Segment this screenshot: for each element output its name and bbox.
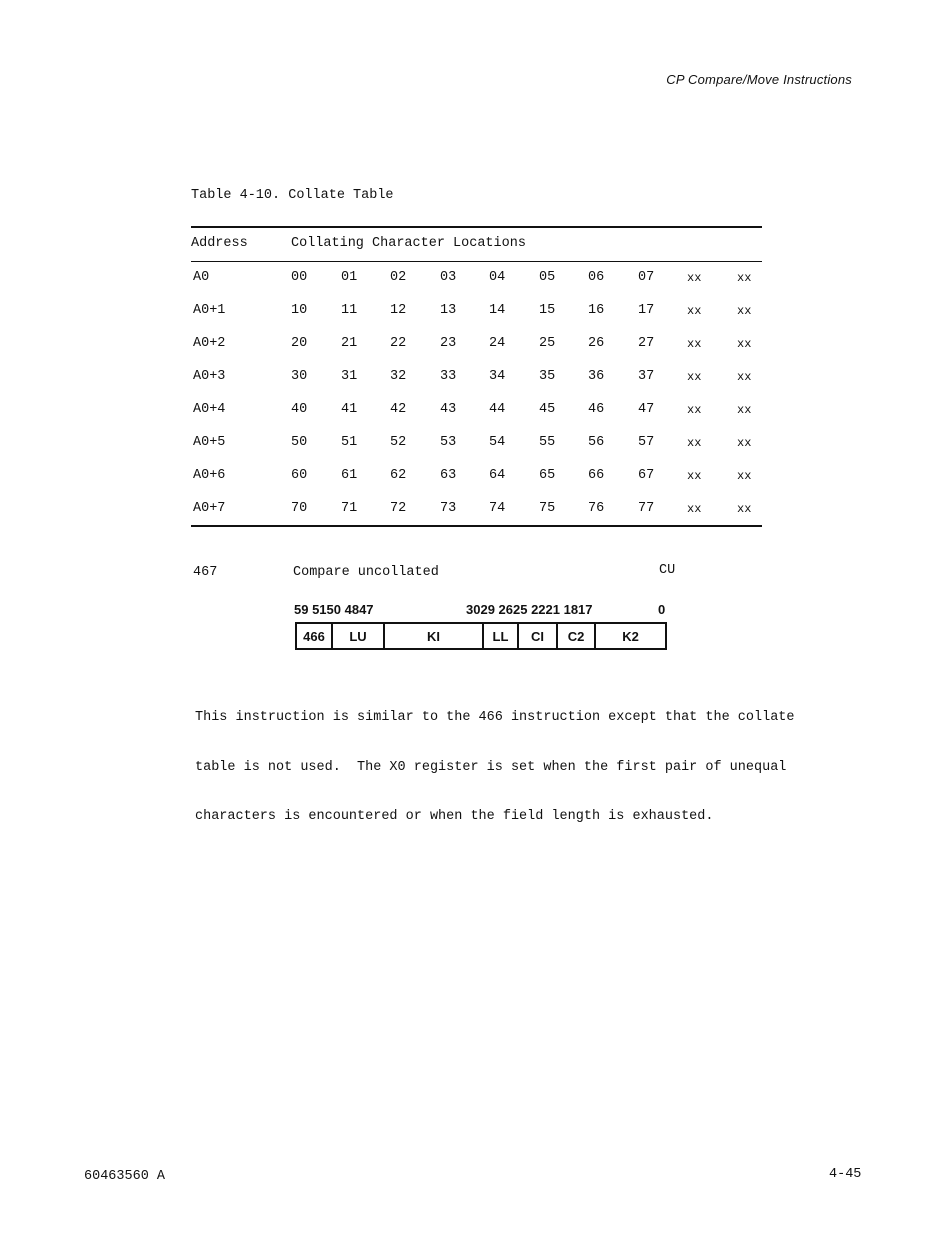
location-cell: 31 [341,369,358,384]
instruction-mnemonic: CU [659,563,676,578]
description-line: table is not used. The X0 register is set when the first pair of unequal [195,759,787,775]
location-cell: xx [737,337,752,351]
location-cell: 34 [489,369,506,384]
address-cell: A0+1 [193,303,226,318]
description-line: characters is encountered or when the field length is exhausted. [195,809,714,824]
table-row [191,468,762,488]
location-cell: 76 [588,501,605,516]
location-cell: 66 [588,468,605,483]
location-cell: 61 [341,468,358,483]
location-cell: 71 [341,501,358,516]
location-cell: 21 [341,336,358,351]
location-cell: 41 [341,402,358,417]
table-bottom-rule [191,525,762,527]
location-cell: 73 [440,501,457,516]
location-cell: 12 [390,303,407,318]
location-cell: 47 [638,402,655,417]
table-row [191,270,762,290]
location-cell: 35 [539,369,556,384]
location-cell: 11 [341,303,358,318]
location-cell: xx [687,271,702,285]
format-field: C2 [558,624,596,648]
location-cell: 06 [588,270,605,285]
location-cell: 72 [390,501,407,516]
location-cell: 51 [341,435,358,450]
location-cell: 46 [588,402,605,417]
table-top-rule [191,226,762,228]
location-cell: 56 [588,435,605,450]
location-cell: 14 [489,303,506,318]
location-cell: 27 [638,336,655,351]
location-cell: 44 [489,402,506,417]
instruction-description [195,677,835,859]
location-cell: 20 [291,336,308,351]
location-cell: xx [687,403,702,417]
location-cell: 30 [291,369,308,384]
location-cell: 02 [390,270,407,285]
instruction-name: Compare uncollated [293,565,439,580]
bit-label: 59 5150 4847 [294,602,374,617]
location-cell: 40 [291,402,308,417]
address-cell: A0+3 [193,369,226,384]
location-cell: 54 [489,435,506,450]
bit-label: 0 [658,602,666,617]
location-cell: 04 [489,270,506,285]
location-cell: 17 [638,303,655,318]
table-row [191,501,762,521]
address-cell: A0+6 [193,468,226,483]
address-cell: A0+5 [193,435,226,450]
location-cell: 45 [539,402,556,417]
location-cell: 22 [390,336,407,351]
column-header-address: Address [191,236,248,251]
table-row [191,303,762,323]
location-cell: 77 [638,501,655,516]
location-cell: 13 [440,303,457,318]
page-number: 4-45 [829,1167,862,1182]
bit-label: 3029 2625 2221 1817 [466,602,593,617]
address-cell: A0 [193,270,210,285]
location-cell: 07 [638,270,655,285]
location-cell: 60 [291,468,308,483]
table-caption: Table 4-10. Collate Table [191,188,394,203]
format-field: K2 [622,628,639,644]
location-cell: 62 [390,468,407,483]
format-field: LU [333,624,385,648]
table-row [191,369,762,389]
location-cell: 75 [539,501,556,516]
column-header-locations: Collating Character Locations [291,236,526,251]
location-cell: xx [687,436,702,450]
document-number: 60463560 A [84,1169,166,1184]
address-cell: A0+2 [193,336,226,351]
location-cell: 05 [539,270,556,285]
location-cell: 33 [440,369,457,384]
location-cell: 24 [489,336,506,351]
location-cell: 67 [638,468,655,483]
location-cell: xx [737,370,752,384]
location-cell: xx [737,469,752,483]
location-cell: 32 [390,369,407,384]
location-cell: 65 [539,468,556,483]
location-cell: 25 [539,336,556,351]
section-title: CP Compare/Move Instructions [666,72,852,87]
table-row [191,402,762,422]
location-cell: xx [737,304,752,318]
location-cell: 42 [390,402,407,417]
address-cell: A0+4 [193,402,226,417]
location-cell: 03 [440,270,457,285]
location-cell: 63 [440,468,457,483]
location-cell: 57 [638,435,655,450]
instruction-code: 467 [193,565,218,580]
location-cell: xx [687,469,702,483]
format-field: KI [385,624,484,648]
table-header-rule [191,261,762,262]
location-cell: 10 [291,303,308,318]
location-cell: xx [737,403,752,417]
location-cell: 64 [489,468,506,483]
location-cell: 43 [440,402,457,417]
location-cell: 00 [291,270,308,285]
location-cell: 52 [390,435,407,450]
location-cell: 01 [341,270,358,285]
location-cell: 53 [440,435,457,450]
format-field: LL [484,624,519,648]
location-cell: 74 [489,501,506,516]
location-cell: xx [687,370,702,384]
location-cell: 37 [638,369,655,384]
address-cell: A0+7 [193,501,226,516]
location-cell: xx [687,304,702,318]
location-cell: xx [687,502,702,516]
location-cell: 23 [440,336,457,351]
location-cell: 16 [588,303,605,318]
table-row [191,336,762,356]
location-cell: 50 [291,435,308,450]
table-row [191,435,762,455]
location-cell: 15 [539,303,556,318]
location-cell: 26 [588,336,605,351]
description-line: This instruction is similar to the 466 instruction except that the collate [195,710,795,725]
location-cell: xx [737,502,752,516]
location-cell: xx [737,271,752,285]
instruction-format-box [295,622,667,650]
location-cell: 55 [539,435,556,450]
format-field: 466 [297,624,333,648]
location-cell: xx [687,337,702,351]
location-cell: 36 [588,369,605,384]
location-cell: xx [737,436,752,450]
location-cell: 70 [291,501,308,516]
format-field: CI [519,624,558,648]
